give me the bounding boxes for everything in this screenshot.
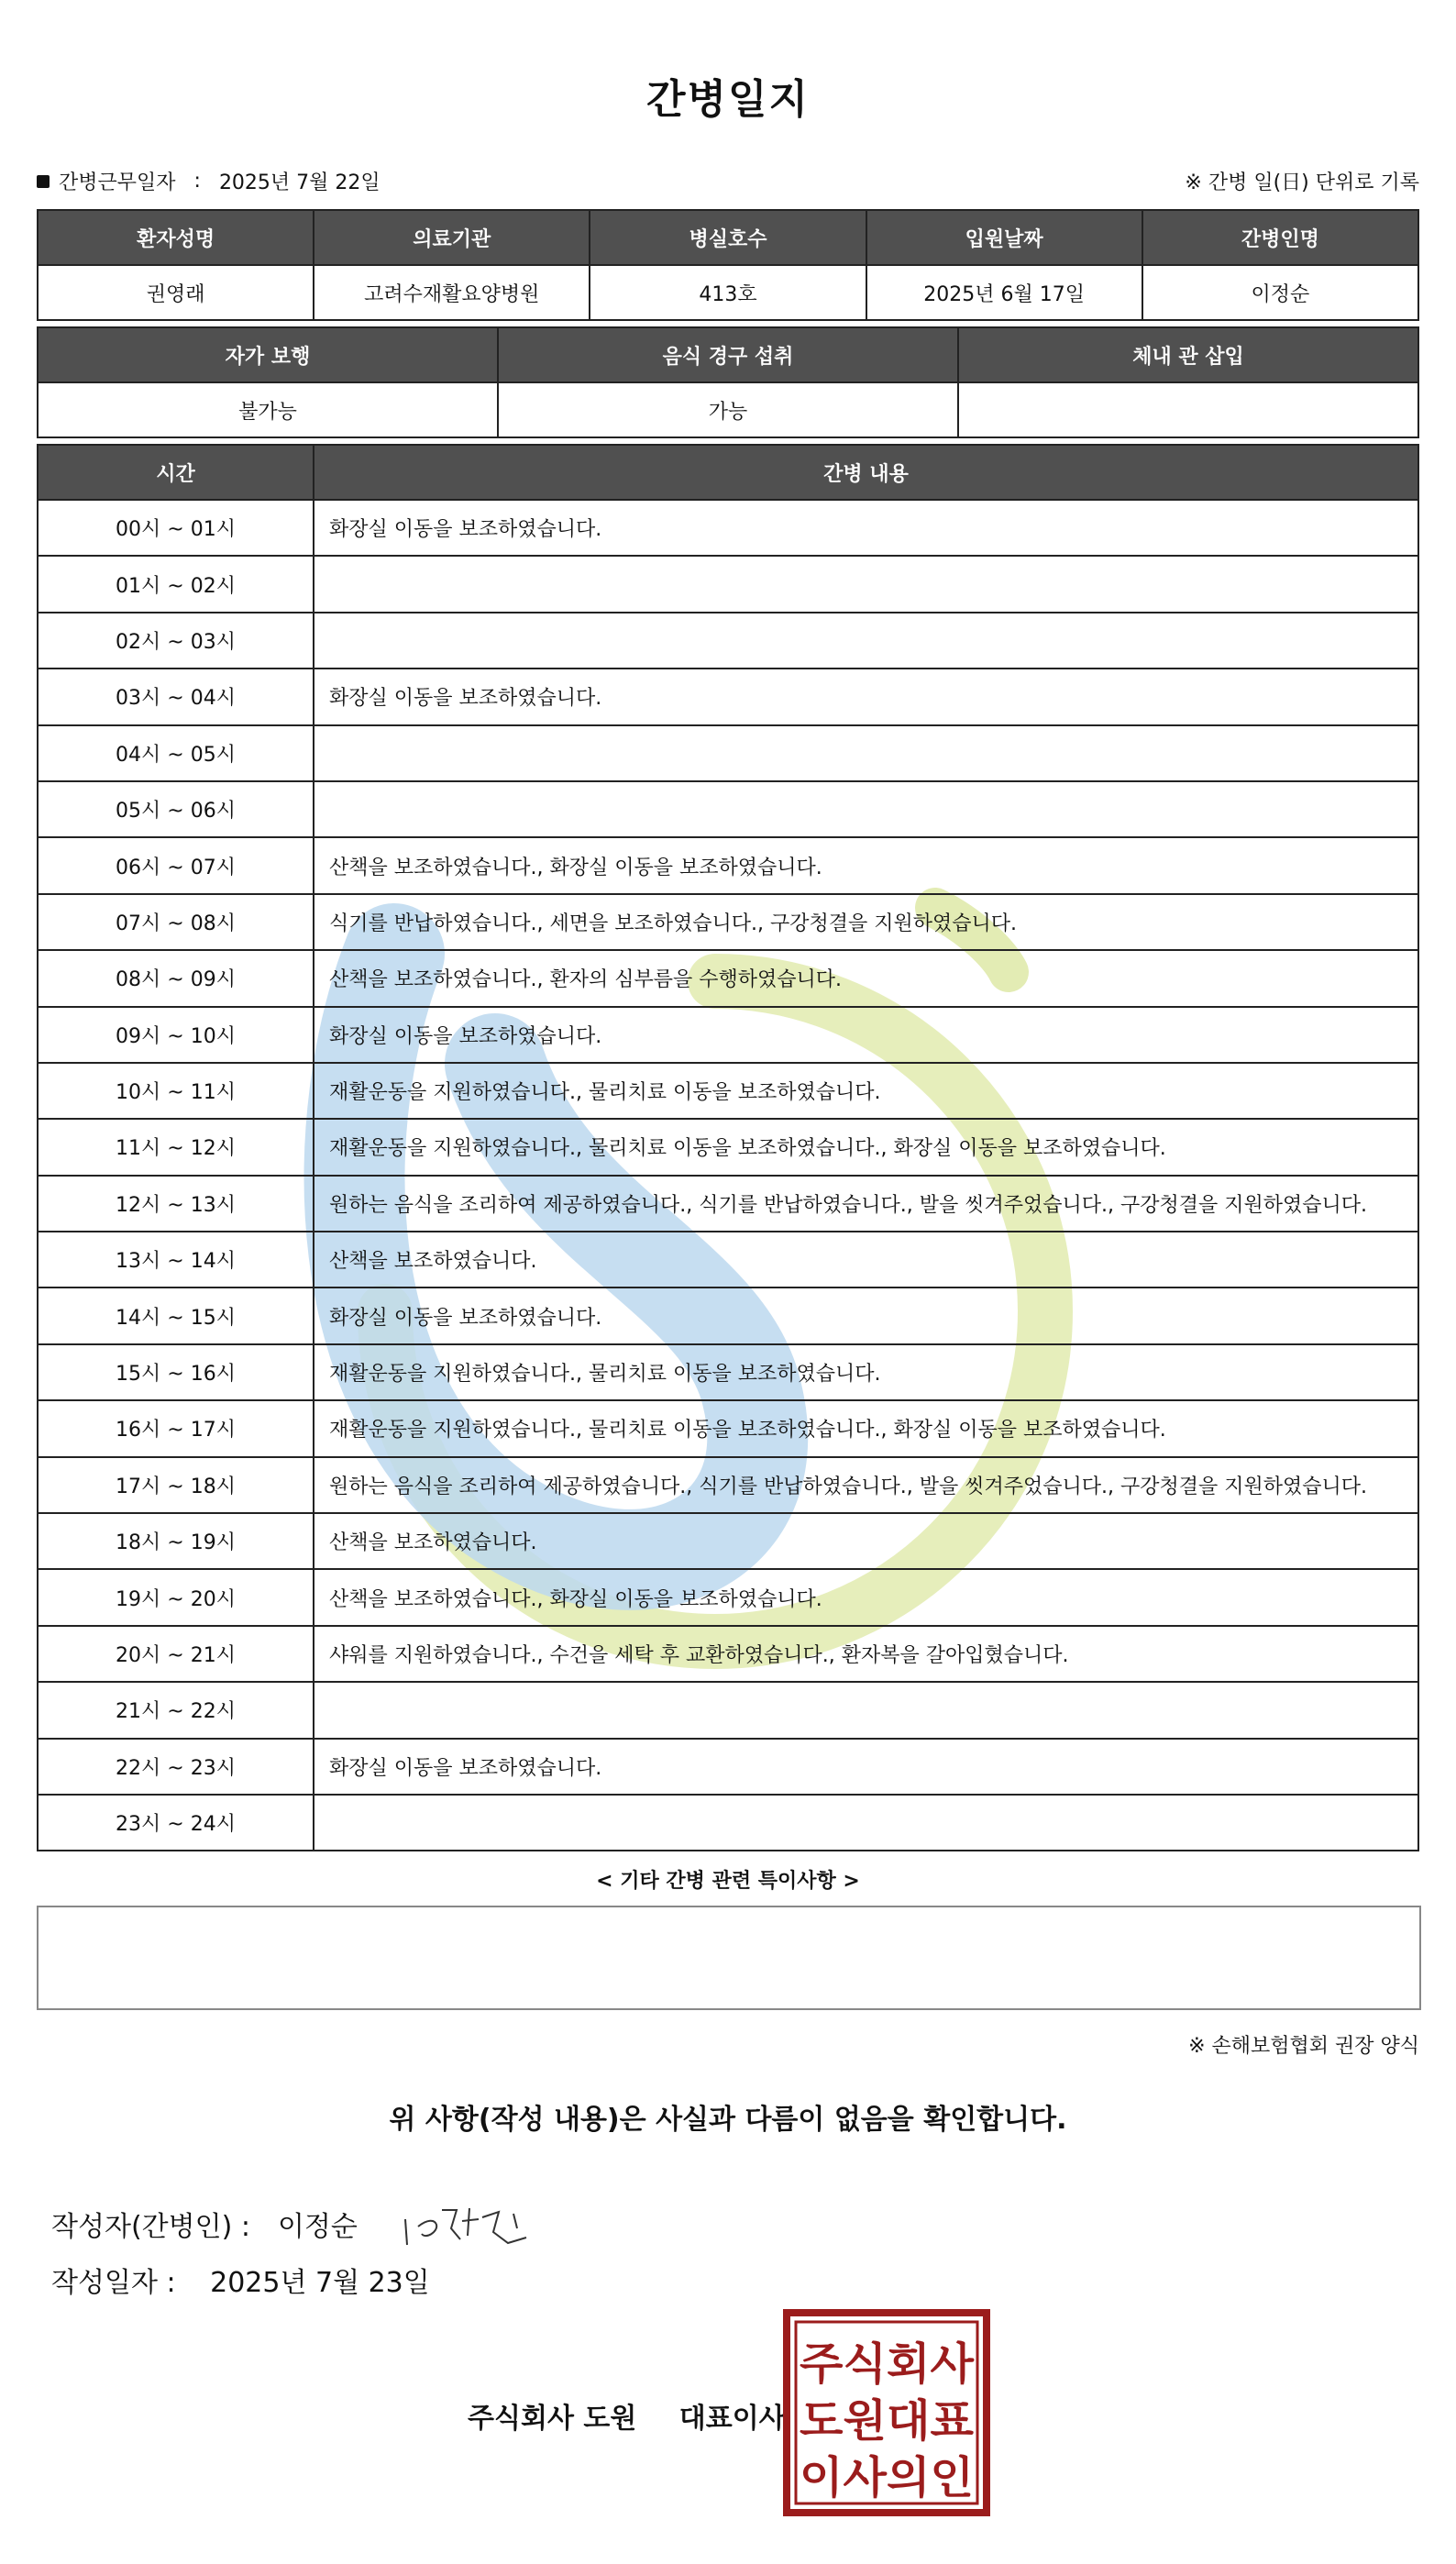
log-header-time: 시간 bbox=[38, 445, 314, 500]
work-date-value: 2025년 7월 22일 bbox=[218, 171, 381, 194]
care-content: 산책을 보조하였습니다., 화장실 이동을 보조하였습니다. bbox=[314, 837, 1418, 893]
info-header: 입원날짜 bbox=[866, 210, 1142, 265]
care-content bbox=[314, 556, 1418, 612]
note-bottom: ※ 손해보험협회 권장 양식 bbox=[1188, 2035, 1419, 2058]
written-date bbox=[51, 2260, 430, 2300]
svg-text:주식회사: 주식회사 bbox=[800, 2338, 975, 2390]
work-date-separator: : bbox=[193, 170, 201, 193]
care-content: 재활운동을 지원하였습니다., 물리치료 이동을 보조하였습니다. bbox=[314, 1063, 1418, 1119]
patient-info-table bbox=[37, 209, 1419, 321]
care-content: 재활운동을 지원하였습니다., 물리치료 이동을 보조하였습니다. bbox=[314, 1344, 1418, 1400]
time-slot: 14시 ~ 15시 bbox=[38, 1288, 314, 1343]
care-content bbox=[314, 1682, 1418, 1738]
time-slot: 22시 ~ 23시 bbox=[38, 1739, 314, 1795]
care-content: 산책을 보조하였습니다., 환자의 심부름을 수행하였습니다. bbox=[314, 950, 1418, 1006]
table-row bbox=[38, 1344, 1418, 1400]
info-header: 환자성명 bbox=[38, 210, 314, 265]
time-slot: 19시 ~ 20시 bbox=[38, 1569, 314, 1625]
table-row bbox=[38, 1288, 1418, 1343]
care-content: 화장실 이동을 보조하였습니다. bbox=[314, 500, 1418, 556]
time-slot: 00시 ~ 01시 bbox=[38, 500, 314, 556]
care-content: 재활운동을 지원하였습니다., 물리치료 이동을 보조하였습니다., 화장실 이동을 보조하였습니다. bbox=[314, 1119, 1418, 1175]
table-row bbox=[38, 1007, 1418, 1063]
care-content: 재활운동을 지원하였습니다., 물리치료 이동을 보조하였습니다., 화장실 이동을 보조하였습니다. bbox=[314, 1400, 1418, 1456]
time-slot: 09시 ~ 10시 bbox=[38, 1007, 314, 1063]
care-content: 산책을 보조하였습니다. bbox=[314, 1232, 1418, 1288]
time-slot: 20시 ~ 21시 bbox=[38, 1626, 314, 1682]
care-content: 산책을 보조하였습니다. bbox=[314, 1513, 1418, 1569]
care-content: 화장실 이동을 보조하였습니다. bbox=[314, 1288, 1418, 1343]
admission-date: 2025년 6월 17일 bbox=[866, 265, 1142, 320]
tube-insertion-value bbox=[958, 382, 1418, 437]
care-content: 원하는 음식을 조리하여 제공하였습니다., 식기를 반납하였습니다., 발을 씻겨주었습니다., 구강청결을 지원하였습니다. bbox=[314, 1176, 1418, 1232]
status-header: 자가 보행 bbox=[38, 327, 498, 382]
company-seal-icon bbox=[783, 2309, 990, 2516]
time-slot: 17시 ~ 18시 bbox=[38, 1457, 314, 1513]
table-row bbox=[38, 1400, 1418, 1456]
table-row bbox=[38, 1569, 1418, 1625]
time-slot: 18시 ~ 19시 bbox=[38, 1513, 314, 1569]
work-date-label: 간병근무일자 bbox=[59, 171, 176, 194]
care-content bbox=[314, 1795, 1418, 1851]
time-slot: 15시 ~ 16시 bbox=[38, 1344, 314, 1400]
table-row bbox=[38, 669, 1418, 724]
info-header: 간병인명 bbox=[1142, 210, 1418, 265]
info-header: 병실호수 bbox=[590, 210, 866, 265]
care-content bbox=[314, 781, 1418, 837]
status-header: 체내 관 삽입 bbox=[958, 327, 1418, 382]
table-row bbox=[38, 1457, 1418, 1513]
company-title: 대표이사 bbox=[678, 2403, 786, 2435]
table-row bbox=[38, 1513, 1418, 1569]
time-slot: 05시 ~ 06시 bbox=[38, 781, 314, 837]
signature-icon bbox=[398, 2192, 545, 2256]
table-row bbox=[38, 781, 1418, 837]
table-row bbox=[38, 1739, 1418, 1795]
remarks-label: < 기타 간병 관련 특이사항 > bbox=[596, 1870, 860, 1893]
remarks-box bbox=[37, 1906, 1421, 2010]
table-row bbox=[38, 894, 1418, 950]
table-row bbox=[38, 1176, 1418, 1232]
patient-status-table bbox=[37, 326, 1419, 438]
log-header-content: 간병 내용 bbox=[314, 445, 1418, 500]
note-top: ※ 간병 일(日) 단위로 기록 bbox=[1185, 171, 1419, 194]
time-slot: 10시 ~ 11시 bbox=[38, 1063, 314, 1119]
time-slot: 23시 ~ 24시 bbox=[38, 1795, 314, 1851]
status-header: 음식 경구 섭취 bbox=[498, 327, 958, 382]
care-content bbox=[314, 613, 1418, 669]
table-row bbox=[38, 1626, 1418, 1682]
writer-name: 이정순 bbox=[277, 2211, 358, 2243]
table-row bbox=[38, 1119, 1418, 1175]
care-content: 산책을 보조하였습니다., 화장실 이동을 보조하였습니다. bbox=[314, 1569, 1418, 1625]
time-slot: 03시 ~ 04시 bbox=[38, 669, 314, 724]
info-header: 의료기관 bbox=[314, 210, 590, 265]
care-content: 화장실 이동을 보조하였습니다. bbox=[314, 1739, 1418, 1795]
care-content bbox=[314, 725, 1418, 781]
work-date bbox=[37, 167, 381, 195]
written-date-label: 작성일자 : bbox=[51, 2267, 176, 2299]
writer-line bbox=[51, 2192, 545, 2256]
care-content: 식기를 반납하였습니다., 세면을 보조하였습니다., 구강청결을 지원하였습니다. bbox=[314, 894, 1418, 950]
table-row bbox=[38, 1063, 1418, 1119]
patient-name: 권영래 bbox=[38, 265, 314, 320]
time-slot: 11시 ~ 12시 bbox=[38, 1119, 314, 1175]
writer-label: 작성자(간병인) : bbox=[51, 2211, 250, 2243]
time-slot: 12시 ~ 13시 bbox=[38, 1176, 314, 1232]
time-slot: 16시 ~ 17시 bbox=[38, 1400, 314, 1456]
care-content: 샤워를 지원하였습니다., 수건을 세탁 후 교환하였습니다., 환자복을 갈아입혔습니다. bbox=[314, 1626, 1418, 1682]
company-line bbox=[468, 2395, 786, 2436]
page-title: 간병일지 bbox=[645, 76, 810, 123]
room-number: 413호 bbox=[590, 265, 866, 320]
care-content: 원하는 음식을 조리하여 제공하였습니다., 식기를 반납하였습니다., 발을 씻겨주었습니다., 구강청결을 지원하였습니다. bbox=[314, 1457, 1418, 1513]
time-slot: 04시 ~ 05시 bbox=[38, 725, 314, 781]
table-row bbox=[38, 500, 1418, 556]
bullet-square-icon bbox=[37, 175, 50, 188]
table-row bbox=[38, 556, 1418, 612]
table-row bbox=[38, 613, 1418, 669]
care-log-table bbox=[37, 444, 1419, 1851]
caregiver-name: 이정순 bbox=[1142, 265, 1418, 320]
care-content: 화장실 이동을 보조하였습니다. bbox=[314, 669, 1418, 724]
time-slot: 21시 ~ 22시 bbox=[38, 1682, 314, 1738]
table-row bbox=[38, 725, 1418, 781]
time-slot: 07시 ~ 08시 bbox=[38, 894, 314, 950]
time-slot: 01시 ~ 02시 bbox=[38, 556, 314, 612]
svg-text:도원대표: 도원대표 bbox=[800, 2395, 975, 2447]
company-name: 주식회사 도원 bbox=[468, 2403, 637, 2435]
table-row bbox=[38, 837, 1418, 893]
time-slot: 13시 ~ 14시 bbox=[38, 1232, 314, 1288]
table-row bbox=[38, 1232, 1418, 1288]
self-walking-value: 불가능 bbox=[38, 382, 498, 437]
time-slot: 08시 ~ 09시 bbox=[38, 950, 314, 1006]
table-row bbox=[38, 1795, 1418, 1851]
time-slot: 06시 ~ 07시 bbox=[38, 837, 314, 893]
confirmation-statement: 위 사항(작성 내용)은 사실과 다름이 없음을 확인합니다. bbox=[389, 2104, 1067, 2136]
care-content: 화장실 이동을 보조하였습니다. bbox=[314, 1007, 1418, 1063]
oral-intake-value: 가능 bbox=[498, 382, 958, 437]
hospital-name: 고려수재활요양병원 bbox=[314, 265, 590, 320]
svg-text:이사의인: 이사의인 bbox=[800, 2452, 974, 2503]
table-row bbox=[38, 950, 1418, 1006]
written-date-value: 2025년 7월 23일 bbox=[210, 2267, 430, 2299]
table-row bbox=[38, 1682, 1418, 1738]
time-slot: 02시 ~ 03시 bbox=[38, 613, 314, 669]
